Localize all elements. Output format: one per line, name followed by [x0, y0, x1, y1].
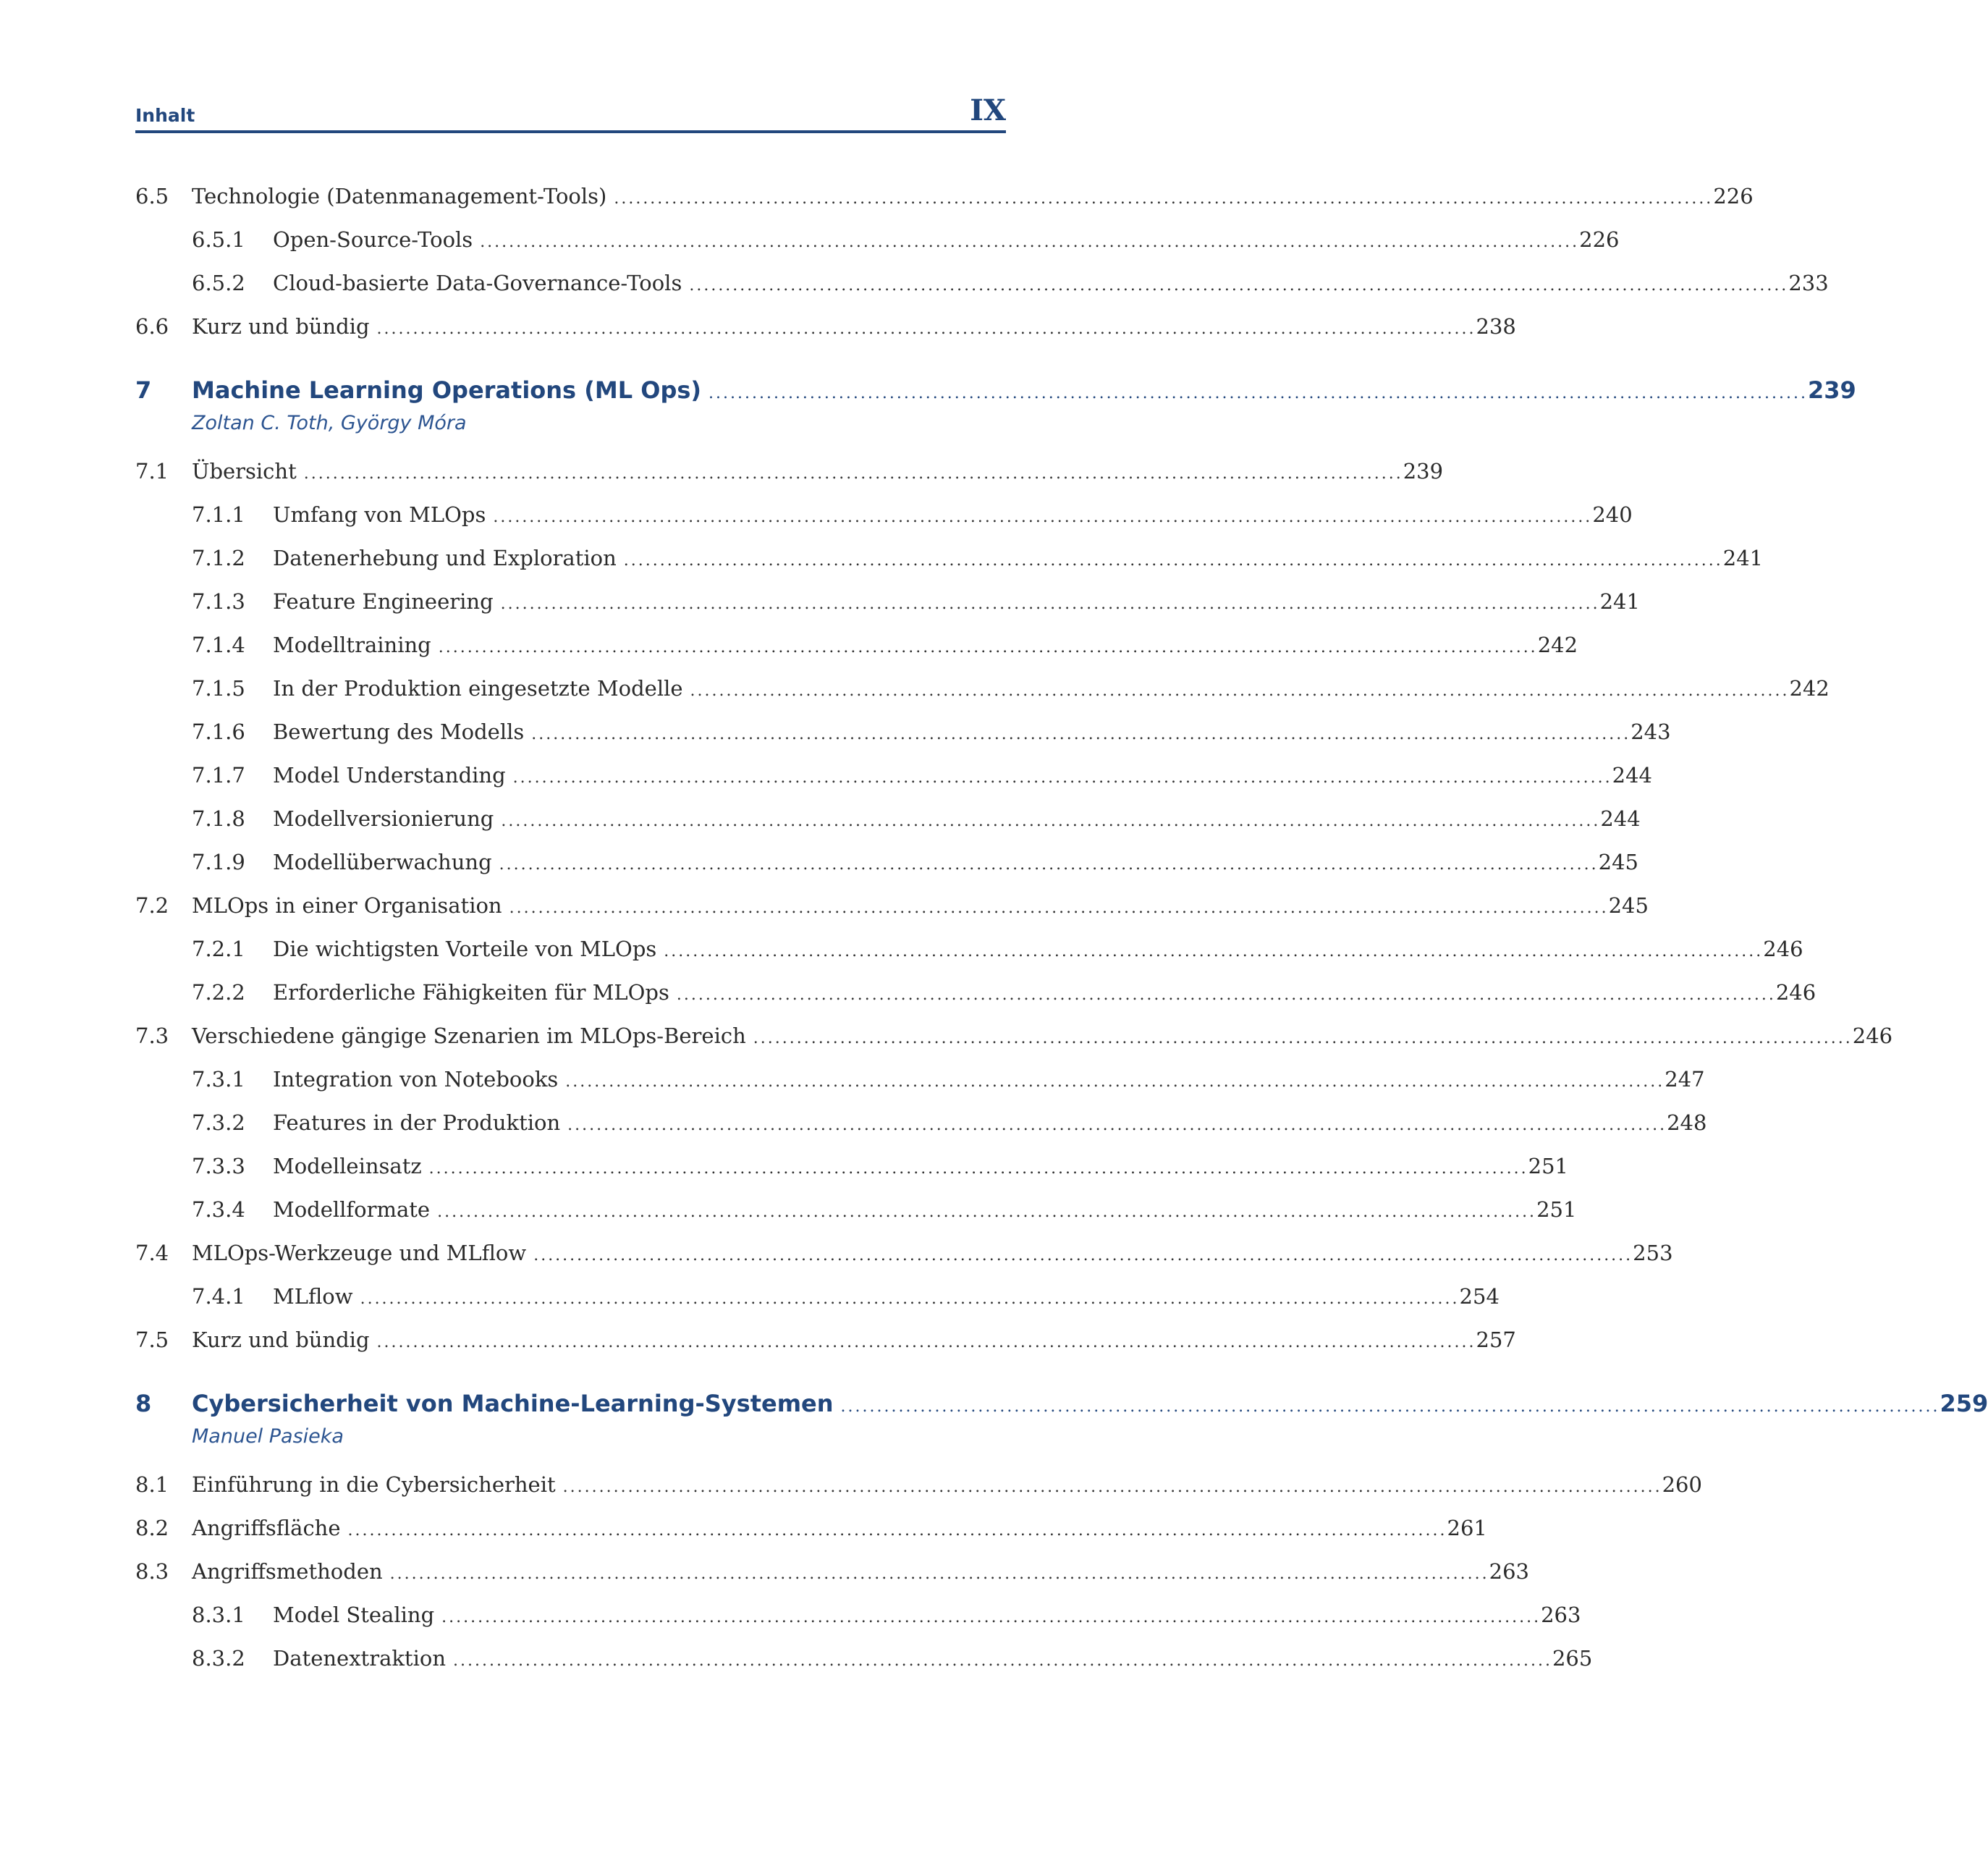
section-title: Übersicht [192, 453, 304, 489]
section-number: 7.5 [135, 1328, 169, 1352]
section-title: Integration von Notebooks [273, 1061, 565, 1097]
toc-entry[interactable] [135, 1278, 1500, 1314]
toc-entry[interactable] [135, 221, 1620, 258]
chapter-number: 7 [135, 376, 152, 404]
section-title: Open-Source-Tools [273, 221, 480, 258]
dot-leader: ........................................................................................................................................................ [614, 190, 1714, 208]
page-number: 251 [1528, 1154, 1568, 1178]
section-number: 7.1.6 [192, 719, 245, 744]
toc-entry[interactable] [135, 1553, 1529, 1590]
page-number: 244 [1612, 763, 1652, 788]
dot-leader: ........................................................................................................................................................ [623, 552, 1723, 570]
dot-leader: ........................................................................................................................................................ [565, 1073, 1665, 1091]
section-title: Umfang von MLOps [273, 497, 493, 533]
section-number: 8.3.1 [192, 1603, 245, 1627]
page-number: 238 [1476, 314, 1516, 339]
dot-leader: ........................................................................................................................................................ [360, 1290, 1460, 1308]
page-number: 259 [1940, 1390, 1988, 1417]
page-number: 244 [1600, 806, 1641, 831]
toc-entry[interactable] [135, 627, 1578, 663]
dot-leader: ........................................................................................................................................................ [753, 1029, 1853, 1047]
section-number: 7.1.8 [192, 806, 245, 831]
page-number: 263 [1489, 1559, 1529, 1584]
toc-entry[interactable] [135, 453, 1444, 489]
section-title: Kurz und bündig [192, 1322, 377, 1358]
section-number: 6.5.2 [192, 271, 245, 295]
section-number: 6.6 [135, 314, 169, 339]
page-number: 226 [1713, 184, 1754, 208]
header-title: Inhalt [135, 105, 195, 126]
page-number: 233 [1788, 271, 1829, 295]
toc-entry[interactable] [135, 670, 1830, 706]
page-number: 251 [1536, 1197, 1577, 1222]
dot-leader: ........................................................................................................................................................ [428, 1160, 1528, 1178]
header-page-number: IX [970, 93, 1006, 127]
running-header [135, 93, 1006, 133]
section-title: Features in der Produktion [273, 1105, 567, 1141]
section-title: MLflow [273, 1278, 360, 1314]
dot-leader: ........................................................................................................................................................ [689, 277, 1789, 295]
toc-entry[interactable] [135, 844, 1638, 880]
section-title: Erforderliche Fähigkeiten für MLOps [273, 974, 677, 1010]
section-number: 7.1.7 [192, 763, 245, 788]
section-title: Die wichtigsten Vorteile von MLOps [273, 931, 664, 967]
chapter-authors: Zoltan C. Toth, György Móra [192, 412, 467, 434]
dot-leader: ........................................................................................................................................................ [501, 812, 1601, 830]
page-number: 239 [1403, 459, 1444, 484]
section-title: MLOps in einer Organisation [192, 887, 509, 924]
dot-leader: ........................................................................................................................................................ [453, 1652, 1552, 1670]
toc-entry[interactable] [135, 583, 1640, 620]
chapter-title: Cybersicherheit von Machine-Learning-Systemen [192, 1385, 841, 1422]
page-number: 241 [1599, 589, 1640, 614]
toc-entry[interactable] [135, 265, 1829, 301]
section-number: 7.1.5 [192, 676, 245, 701]
dot-leader: ........................................................................................................................................................ [533, 1246, 1633, 1265]
section-title: Feature Engineering [273, 583, 501, 620]
toc-entry[interactable] [135, 714, 1671, 750]
dot-leader: ........................................................................................................................................................ [389, 1565, 1489, 1583]
toc-entry[interactable] [135, 1148, 1568, 1184]
toc-entry[interactable] [135, 801, 1641, 837]
section-number: 7.1.1 [192, 502, 245, 527]
page-number: 226 [1579, 227, 1620, 252]
toc-entry[interactable] [135, 1235, 1673, 1271]
dot-leader: ........................................................................................................................................................ [376, 1333, 1476, 1351]
section-number: 7.3.1 [192, 1067, 245, 1092]
section-title: Cloud-basierte Data-Governance-Tools [273, 265, 689, 301]
section-number: 7.1 [135, 459, 169, 484]
dot-leader: ........................................................................................................................................................ [567, 1116, 1667, 1134]
page-number: 243 [1630, 719, 1671, 744]
section-title: In der Produktion eingesetzte Modelle [273, 670, 690, 706]
dot-leader: ........................................................................................................................................................ [499, 856, 1599, 874]
section-title: Model Stealing [273, 1597, 441, 1633]
section-number: 7.3.3 [192, 1154, 245, 1178]
dot-leader: ........................................................................................................................................................ [690, 682, 1790, 700]
toc-entry[interactable] [135, 1105, 1707, 1141]
page-number: 240 [1592, 502, 1633, 527]
dot-leader: ........................................................................................................................................................ [438, 638, 1538, 657]
section-title: Verschiedene gängige Szenarien im MLOps-Bereich [192, 1018, 753, 1054]
section-number: 6.5.1 [192, 227, 245, 252]
toc-chapter-entry[interactable] [135, 1385, 1988, 1422]
section-number: 7.1.2 [192, 546, 245, 570]
toc-entry[interactable] [135, 1191, 1577, 1228]
toc-entry[interactable] [135, 757, 1652, 793]
page-number: 239 [1807, 376, 1856, 404]
toc-chapter-entry[interactable] [135, 372, 1856, 408]
section-number: 8.3.2 [192, 1646, 245, 1671]
section-title: Einführung in die Cybersicherheit [192, 1466, 563, 1503]
dot-leader: ........................................................................................................................................................ [531, 725, 1631, 743]
section-number: 7.3.4 [192, 1197, 245, 1222]
section-title: Datenextraktion [273, 1640, 453, 1676]
section-number: 7.1.4 [192, 633, 245, 657]
section-number: 8.2 [135, 1516, 169, 1540]
toc-entry[interactable] [135, 1640, 1593, 1676]
toc-entry[interactable] [135, 1061, 1705, 1097]
section-number: 8.1 [135, 1472, 169, 1497]
dot-leader: ........................................................................................................................................................ [512, 769, 1612, 787]
toc-entry[interactable] [135, 1018, 1893, 1054]
dot-leader: ........................................................................................................................................................ [664, 942, 1764, 961]
dot-leader: ........................................................................................................................................................ [676, 986, 1776, 1004]
section-number: 7.3.2 [192, 1110, 245, 1135]
section-title: Modellversionierung [273, 801, 501, 837]
toc-entry[interactable] [135, 1322, 1516, 1358]
toc-entry[interactable] [135, 887, 1649, 924]
page-number: 247 [1665, 1067, 1705, 1092]
page-number: 248 [1667, 1110, 1707, 1135]
section-number: 7.4 [135, 1241, 169, 1265]
page-number: 245 [1608, 893, 1649, 918]
section-number: 7.1.3 [192, 589, 245, 614]
dot-leader: ........................................................................................................................................................ [509, 899, 1609, 917]
section-title: Kurz und bündig [192, 308, 377, 345]
toc-entry[interactable] [135, 1510, 1487, 1546]
page-number: 242 [1537, 633, 1578, 657]
dot-leader: ........................................................................................................................................................ [303, 465, 1403, 483]
section-number: 7.2.2 [192, 980, 245, 1005]
page-number: 261 [1447, 1516, 1487, 1540]
dot-leader: ........................................................................................................................................................ [347, 1521, 1447, 1540]
section-title: Technologie (Datenmanagement-Tools) [192, 178, 614, 214]
chapter-number: 8 [135, 1390, 152, 1417]
page-number: 241 [1722, 546, 1764, 570]
dot-leader: ........................................................................................................................................................ [376, 320, 1476, 338]
dot-leader: ........................................................................................................................................................ [840, 1398, 1940, 1416]
page-number: 257 [1476, 1328, 1516, 1352]
dot-leader: ........................................................................................................................................................ [709, 384, 1808, 402]
chapter-title: Machine Learning Operations (ML Ops) [192, 372, 709, 408]
section-number: 8.3 [135, 1559, 169, 1584]
section-title: Angriffsfläche [192, 1510, 348, 1546]
page-number: 246 [1763, 937, 1803, 961]
section-number: 7.3 [135, 1023, 169, 1048]
page-number: 253 [1633, 1241, 1673, 1265]
page-number: 265 [1552, 1646, 1593, 1671]
toc-entry[interactable] [135, 1466, 1702, 1503]
toc-entry[interactable] [135, 308, 1516, 345]
section-number: 7.2.1 [192, 937, 245, 961]
section-title: Modellüberwachung [273, 844, 499, 880]
section-title: Modelltraining [273, 627, 439, 663]
section-title: MLOps-Werkzeuge und MLflow [192, 1235, 533, 1271]
section-title: Modellformate [273, 1191, 437, 1228]
dot-leader: ........................................................................................................................................................ [562, 1478, 1662, 1496]
dot-leader: ........................................................................................................................................................ [437, 1203, 1537, 1221]
page-number: 245 [1598, 850, 1638, 874]
toc-entry[interactable] [135, 974, 1816, 1010]
page-number: 242 [1789, 676, 1830, 701]
page-number: 246 [1775, 980, 1816, 1005]
section-number: 6.5 [135, 184, 169, 208]
page-number: 246 [1852, 1023, 1893, 1048]
section-title: Angriffsmethoden [192, 1553, 390, 1590]
dot-leader: ........................................................................................................................................................ [500, 595, 1600, 613]
page-number: 263 [1541, 1603, 1581, 1627]
toc-entry[interactable] [135, 1597, 1581, 1633]
dot-leader: ........................................................................................................................................................ [493, 508, 1593, 526]
section-number: 7.2 [135, 893, 169, 918]
section-title: Bewertung des Modells [273, 714, 531, 750]
section-number: 7.4.1 [192, 1284, 245, 1309]
page-number: 260 [1662, 1472, 1702, 1497]
chapter-authors: Manuel Pasieka [192, 1425, 344, 1448]
toc-entry[interactable] [135, 540, 1764, 576]
section-title: Model Understanding [273, 757, 513, 793]
toc-entry[interactable] [135, 931, 1803, 967]
page-number: 254 [1459, 1284, 1500, 1309]
dot-leader: ........................................................................................................................................................ [441, 1608, 1541, 1626]
dot-leader: ........................................................................................................................................................ [480, 233, 1580, 251]
section-title: Datenerhebung und Exploration [273, 540, 624, 576]
section-number: 7.1.9 [192, 850, 245, 874]
section-title: Modelleinsatz [273, 1148, 429, 1184]
toc-entry[interactable] [135, 497, 1633, 533]
toc-entry[interactable] [135, 178, 1754, 214]
